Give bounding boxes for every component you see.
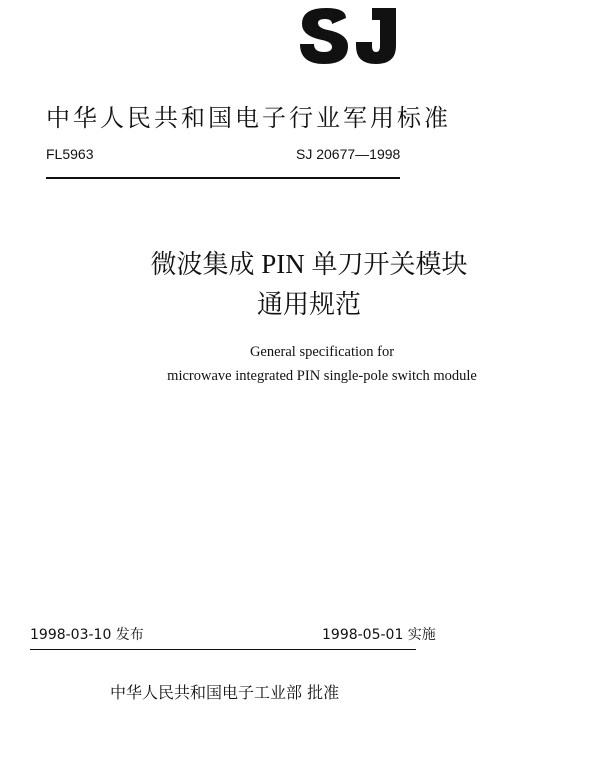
classification-code: FL5963: [46, 146, 94, 162]
footer-divider: [30, 649, 416, 650]
document-title-en-line1: General specification for: [249, 344, 395, 360]
standard-category-title: 中华人民共和国电子行业军用标准: [46, 104, 451, 132]
document-title-cn-line2: 通用规范: [256, 290, 361, 320]
header-divider: [46, 177, 400, 179]
title-cn-pin: PIN: [254, 249, 312, 279]
standard-number: SJ 20677—1998: [296, 146, 401, 162]
issue-date: 1998-03-10 发布: [30, 627, 144, 643]
sj-logo: [296, 2, 404, 68]
issuing-authority: 中华人民共和国电子工业部 批准: [110, 683, 340, 702]
implementation-date: 1998-05-01 实施: [322, 627, 436, 643]
title-cn-suffix: 单刀开关模块: [311, 250, 468, 280]
document-title-cn-line1: [0, 244, 600, 281]
document-title-en-line2: microwave integrated PIN single-pole switch module: [167, 368, 477, 384]
title-cn-prefix: 微波集成: [150, 250, 255, 280]
